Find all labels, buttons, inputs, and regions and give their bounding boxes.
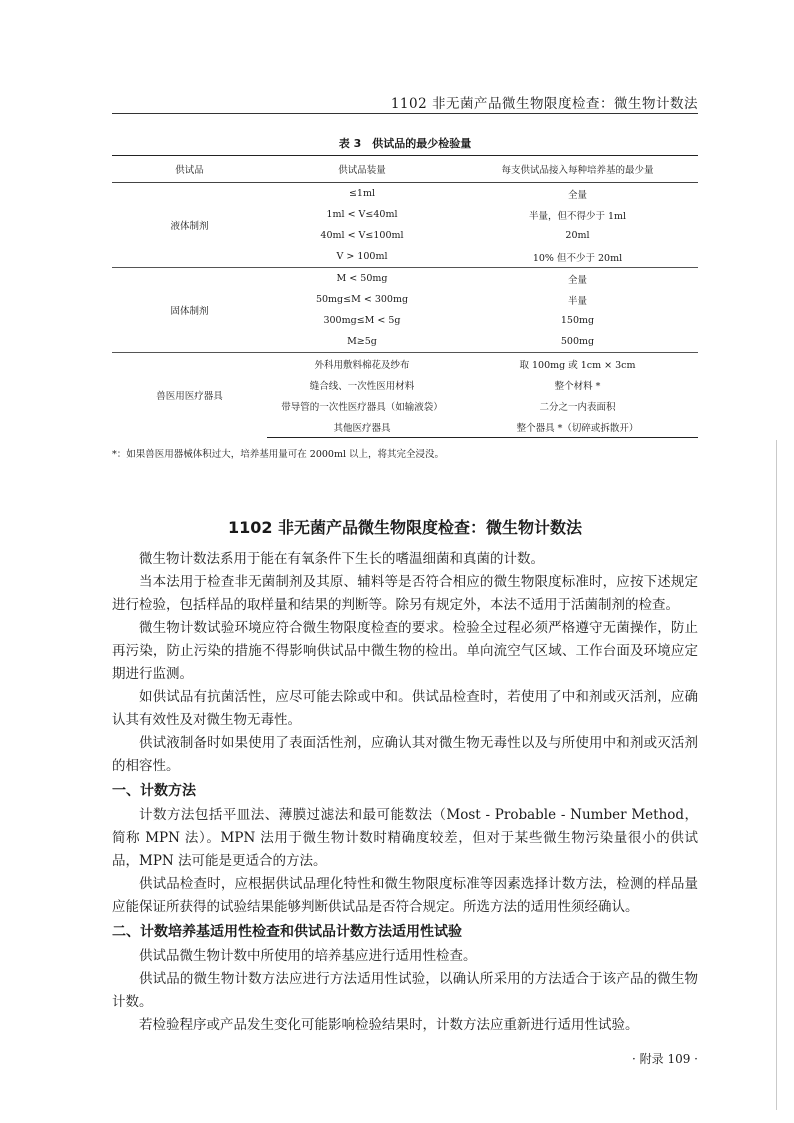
minimum-cell: 150mg — [560, 315, 595, 326]
minimum-cell: 全量 — [457, 183, 698, 205]
amount-cell: 带导管的一次性医疗器具（如输液袋） — [281, 401, 443, 413]
minimum-cell: 10% 但不少于 20ml — [532, 252, 623, 264]
amount-cell: V > 100ml — [336, 251, 388, 262]
paragraph: 供试品的微生物计数方法应进行方法适用性试验，以确认所采用的方法适合于该产品的微生物计数。 — [112, 971, 698, 1010]
minimum-cell: 500mg — [560, 336, 595, 347]
subsection-heading-counting-methods: 一、计数方法 — [112, 783, 196, 799]
table-row — [112, 268, 698, 290]
paragraph: 微生物计数试验环境应符合微生物限度检查的要求。检验全过程必须严格遵守无菌操作，防止再污染，防止污染的措施不得影响供试品中微生物的检出。单向流空气区域、工作台面及环境应定期进行监测。 — [112, 620, 698, 682]
table-caption: 表 3 供试品的最少检验量 — [338, 137, 472, 150]
category-solid: 固体制剂 — [112, 268, 267, 353]
amount-cell: 300mg≤M < 5g — [323, 315, 401, 326]
minimum-cell: 二分之一内表面积 — [539, 401, 616, 413]
amount-cell: 40ml < V≤100ml — [320, 230, 404, 241]
header-minimum: 每支供试品接入每种培养基的最少量 — [457, 156, 698, 183]
sample-quantity-table — [112, 155, 698, 438]
amount-cell: 缝合线、一次性医用材料 — [309, 380, 415, 392]
body-text — [112, 548, 698, 1037]
paragraph: 微生物计数法系用于能在有氧条件下生长的嗜温细菌和真菌的计数。 — [139, 551, 544, 567]
category-liquid: 液体制剂 — [112, 183, 267, 268]
amount-cell: M < 50mg — [267, 268, 457, 290]
minimum-cell: 半量 — [567, 295, 587, 307]
table-footnote: *：如果兽医用器械体积过大，培养基用量可在 2000ml 以上，将其完全浸没。 — [112, 449, 445, 460]
amount-cell: 50mg≤M < 300mg — [315, 294, 409, 305]
amount-cell: M≥5g — [347, 336, 377, 347]
paragraph: 供试品检查时，应根据供试品理化特性和微生物限度标准等因素选择计数方法，检测的样品量应能保证所获得的试验结果能够判断供试品是否符合规定。所选方法的适用性须经确认。 — [112, 876, 698, 915]
minimum-cell: 半量，但不得少于 1ml — [528, 210, 627, 222]
running-header: 1102 非无菌产品微生物限度检查：微生物计数法 — [390, 96, 698, 112]
table-row — [112, 353, 698, 375]
minimum-cell: 整个材料 * — [554, 380, 601, 392]
paragraph: 当本法用于检查非无菌制剂及其原、辅料等是否符合相应的微生物限度标准时，应按下述规定进行检验，包括样品的取样量和结果的判断等。除另有规定外，本法不适用于活菌制剂的检查。 — [112, 574, 698, 613]
sample-table-container — [112, 155, 698, 438]
header-rule — [112, 113, 698, 114]
amount-cell: 外科用敷料棉花及纱布 — [267, 353, 457, 375]
minimum-cell: 20ml — [565, 230, 590, 241]
amount-cell: 其他医疗器具 — [267, 416, 457, 438]
paragraph: 供试液制备时如果使用了表面活性剂，应确认其对微生物无毒性以及与所使用中和剂或灭活剂的相容性。 — [112, 735, 698, 774]
subsection-heading-suitability: 二、计数培养基适用性检查和供试品计数方法适用性试验 — [112, 924, 462, 940]
minimum-cell: 全量 — [457, 268, 698, 290]
amount-cell: ≤1ml — [267, 183, 457, 205]
page-edge-line — [776, 440, 777, 1110]
table-header-row — [112, 156, 698, 183]
paragraph: 如供试品有抗菌活性，应尽可能去除或中和。供试品检查时，若使用了中和剂或灭活剂，应确认其有效性及对微生物无毒性。 — [112, 689, 698, 728]
header-sample: 供试品 — [112, 156, 267, 183]
paragraph: 供试品微生物计数中所使用的培养基应进行适用性检查。 — [139, 948, 477, 964]
paragraph: 计数方法包括平皿法、薄膜过滤法和最可能数法（Most - Probable - Number Method，简称 MPN 法）。MPN 法用于微生物计数时精确度较差，但对于某些微生物污染量很小的供试品，MPN 法可能是更适合的方法。 — [112, 807, 698, 869]
table-row — [112, 183, 698, 205]
header-amount: 供试品装量 — [267, 156, 457, 183]
minimum-cell: 整个器具 *（切碎或拆散开） — [457, 416, 698, 438]
page-number: · 附录 109 · — [632, 1052, 698, 1066]
minimum-cell: 取 100mg 或 1cm × 3cm — [457, 353, 698, 375]
amount-cell: 1ml < V≤40ml — [326, 209, 398, 220]
paragraph: 若检验程序或产品发生变化可能影响检验结果时，计数方法应重新进行适用性试验。 — [139, 1017, 639, 1033]
section-title: 1102 非无菌产品微生物限度检查：微生物计数法 — [227, 518, 583, 537]
category-veterinary-device: 兽医用医疗器具 — [112, 353, 267, 438]
